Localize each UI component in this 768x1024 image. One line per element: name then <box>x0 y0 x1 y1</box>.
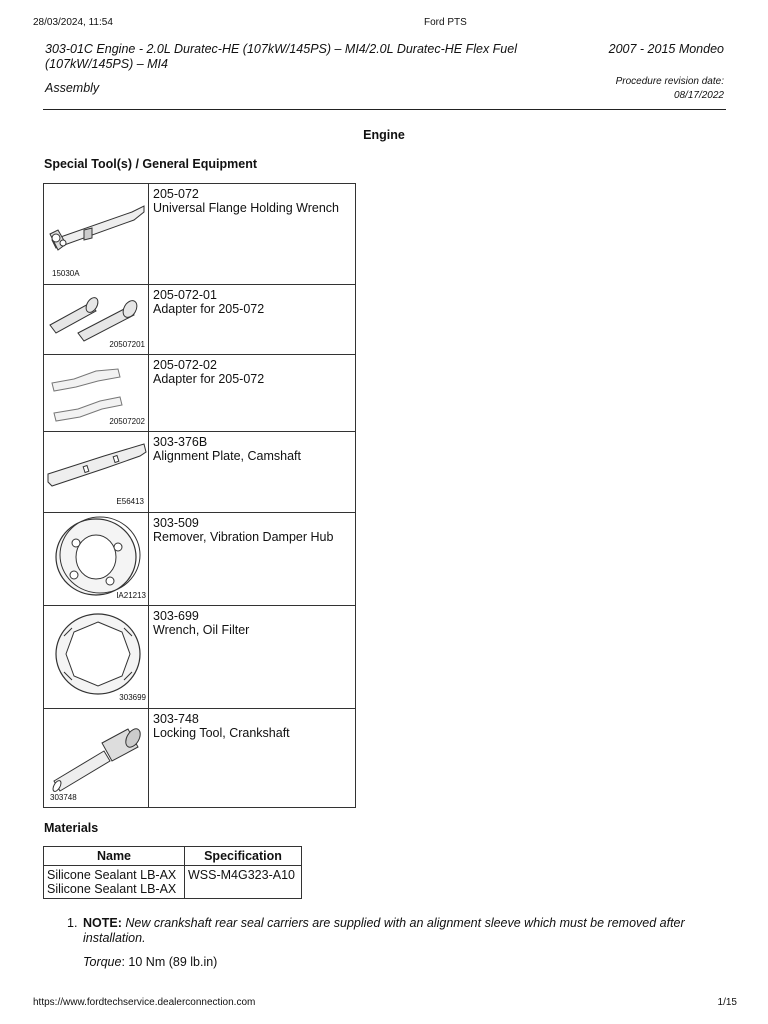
material-name: Silicone Sealant LB-AX <box>47 868 177 882</box>
tool-number: 205-072 <box>153 187 199 201</box>
header-divider <box>43 109 726 110</box>
material-name: Silicone Sealant LB-AX <box>47 882 177 896</box>
tool-image-cell <box>44 606 149 709</box>
tool-description-cell <box>149 355 356 432</box>
torque-value: : 10 Nm (89 lb.in) <box>121 955 218 969</box>
special-tools-heading: Special Tool(s) / General Equipment <box>44 157 258 171</box>
tool-name: Adapter for 205-072 <box>153 302 265 316</box>
tool-name: Adapter for 205-072 <box>153 372 265 386</box>
column-header-name: Name <box>44 847 185 866</box>
tool-image-cell <box>44 355 149 432</box>
tool-number: 303-376B <box>153 435 208 449</box>
tool-number: 303-699 <box>153 609 199 623</box>
tool-image-code: 303699 <box>119 693 146 702</box>
tool-description-cell <box>149 432 356 513</box>
tool-description-cell <box>149 513 356 606</box>
tool-row <box>44 709 356 808</box>
crankshaft-locking-tool-image <box>44 709 148 806</box>
tool-row <box>44 184 356 285</box>
procedure-step <box>67 916 727 946</box>
vehicle-range: 2007 - 2015 Mondeo <box>608 42 724 56</box>
footer-url: https://www.fordtechservice.dealerconnection.com <box>33 997 256 1008</box>
tool-image-code: 303748 <box>50 793 77 802</box>
tool-row <box>44 513 356 606</box>
tool-row <box>44 355 356 432</box>
note-label: NOTE: <box>83 916 122 930</box>
tool-image-code: IA21213 <box>116 591 146 600</box>
tool-image-code: 15030A <box>52 269 80 278</box>
tool-description-cell <box>149 606 356 709</box>
print-site-title: Ford PTS <box>424 17 467 28</box>
page-heading: Engine <box>363 128 405 142</box>
page-number: 1/15 <box>717 997 737 1008</box>
tool-description-cell <box>149 285 356 355</box>
tool-name: Alignment Plate, Camshaft <box>153 449 301 463</box>
material-name-cell <box>44 866 185 899</box>
tool-image-cell <box>44 709 149 808</box>
tool-number: 303-509 <box>153 516 199 530</box>
tool-image-cell <box>44 432 149 513</box>
tool-number: 205-072-01 <box>153 288 217 302</box>
tool-name: Wrench, Oil Filter <box>153 623 250 637</box>
procedure-section: Assembly <box>45 81 100 95</box>
torque-label: Torque <box>83 955 122 969</box>
tool-row <box>44 432 356 513</box>
tool-number: 205-072-02 <box>153 358 217 372</box>
tool-image-code: E56413 <box>116 497 144 506</box>
note-text: New crankshaft rear seal carriers are supplied with an alignment sleeve which must be removed after installation. <box>83 916 685 945</box>
material-spec-cell: WSS-M4G323-A10 <box>185 866 302 899</box>
tool-name: Remover, Vibration Damper Hub <box>153 530 334 544</box>
tool-image-code: 20507202 <box>109 417 145 426</box>
special-tools-table <box>43 183 356 808</box>
oil-filter-wrench-image <box>44 606 148 707</box>
tool-name: Universal Flange Holding Wrench <box>153 201 339 215</box>
tool-number: 303-748 <box>153 712 199 726</box>
tool-row <box>44 606 356 709</box>
materials-heading: Materials <box>44 821 99 835</box>
print-datetime: 28/03/2024, 11:54 <box>33 17 113 28</box>
materials-header-row <box>44 847 302 866</box>
materials-table <box>43 846 302 899</box>
tool-image-code: 20507201 <box>109 340 145 349</box>
step-number: 1. <box>67 916 78 930</box>
tool-image-cell <box>44 513 149 606</box>
tool-name: Locking Tool, Crankshaft <box>153 726 290 740</box>
tool-image-cell <box>44 184 149 285</box>
torque-spec <box>83 955 217 969</box>
tool-row <box>44 285 356 355</box>
document-title: 303-01C Engine - 2.0L Duratec-HE (107kW/145PS) – MI4/2.0L Duratec-HE Flex Fuel (107kW/145PS) – MI4 <box>45 42 517 71</box>
tool-image-cell <box>44 285 149 355</box>
column-header-specification: Specification <box>185 847 302 866</box>
table-row <box>44 866 302 899</box>
tool-description-cell <box>149 709 356 808</box>
revision-date: 08/17/2022 <box>673 90 724 101</box>
revision-label: Procedure revision date: <box>615 76 724 87</box>
tool-description-cell <box>149 184 356 285</box>
